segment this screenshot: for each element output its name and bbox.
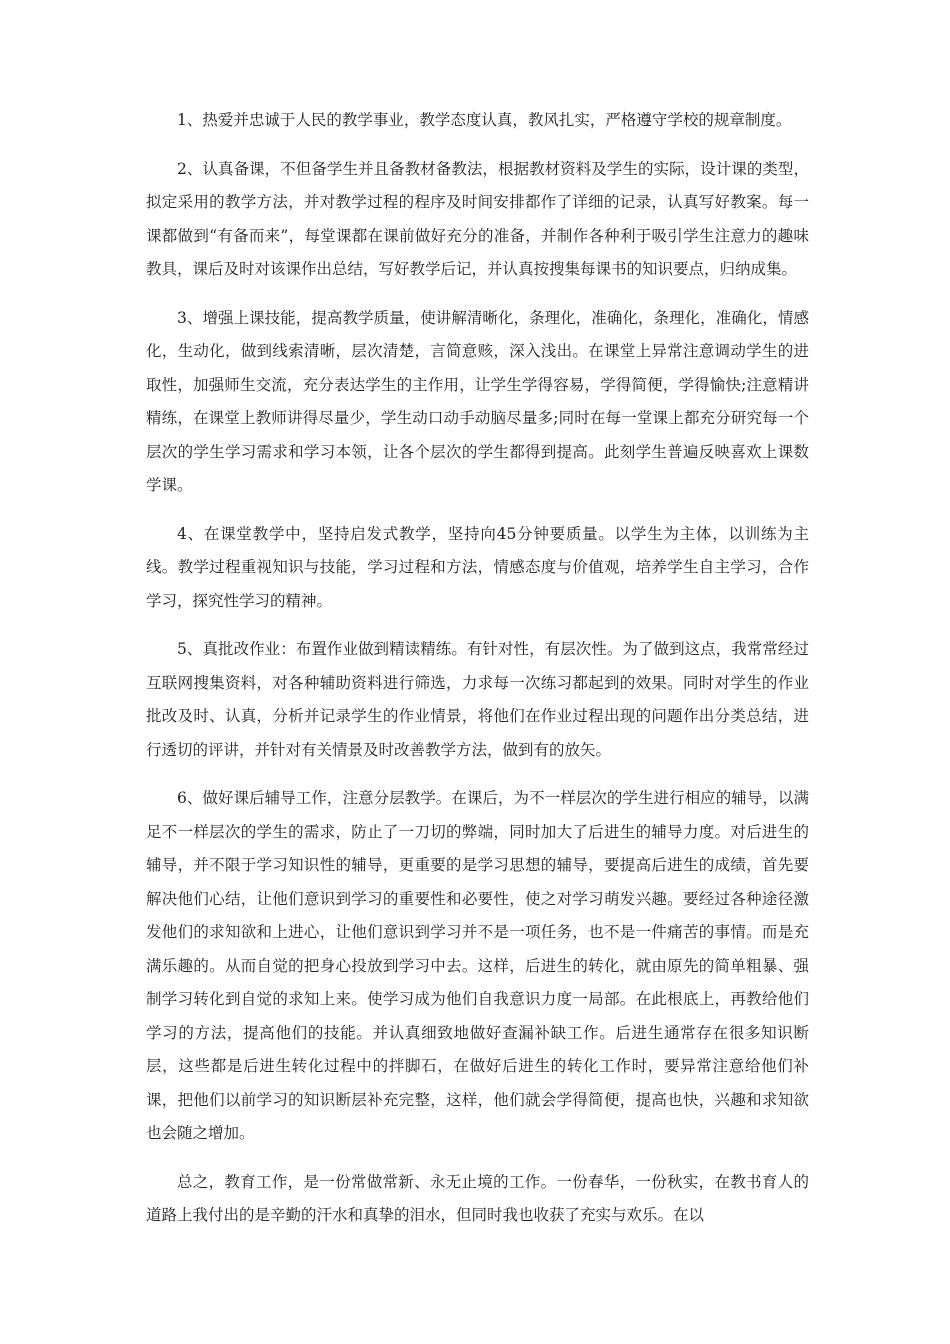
document-body	[146, 104, 809, 1248]
paragraph-1: 1、热爱并忠诚于人民的教学事业，教学态度认真，教风扎实，严格遵守学校的规章制度。	[177, 111, 792, 129]
paragraph-4: 4、在课堂教学中，坚持启发式教学，坚持向45分钟要质量。以学生为主体，以训练为主线。教学过程重视知识与技能，学习过程和方法，情感态度与价值观，培养学生自主学习，合作学习，探究性学习的精神。	[146, 524, 809, 610]
paragraph-5: 5、真批改作业：布置作业做到精读精练。有针对性，有层次性。为了做到这点，我常常经过互联网搜集资料，对各种辅助资料进行筛选，力求每一次练习都起到的效果。同时对学生的作业批改及时、认真，分析并记录学生的作业情景，将他们在作业过程出现的问题作出分类总结，进行透切的评讲，并针对有关情景及时改善教学方法，做到有的放矢。	[146, 640, 809, 759]
paragraph-conclusion: 总之，教育工作，是一份常做常新、永无止境的工作。一份春华，一份秋实，在教书育人的道路上我付出的是辛勤的汗水和真挚的泪水，但同时我也收获了充实与欢乐。在以	[146, 1172, 809, 1224]
paragraph-2: 2、认真备课，不但备学生并且备教材备教法，根据教材资料及学生的实际，设计课的类型，拟定采用的教学方法，并对教学过程的程序及时间安排都作了详细的记录，认真写好教案。每一课都做到“有备而来”，每堂课都在课前做好充分的准备，并制作各种利于吸引学生注意力的趣味教具，课后及时对该课作出总结，写好教学后记，并认真按搜集每课书的知识要点，归纳成集。	[146, 159, 809, 278]
paragraph-3: 3、增强上课技能，提高教学质量，使讲解清晰化，条理化，准确化，条理化，准确化，情感化，生动化，做到线索清晰，层次清楚，言简意赅，深入浅出。在课堂上异常注意调动学生的进取性，加强师生交流，充分表达学生的主作用，让学生学得容易，学得简便，学得愉快;注意精讲精练，在课堂上教师讲得尽量少，学生动口动手动脑尽量多;同时在每一堂课上都充分研究每一个层次的学生学习需求和学习本领，让各个层次的学生都得到提高。此刻学生普遍反映喜欢上课数学课。	[146, 308, 809, 494]
paragraph-6: 6、做好课后辅导工作，注意分层教学。在课后，为不一样层次的学生进行相应的辅导，以满足不一样层次的学生的需求，防止了一刀切的弊端，同时加大了后进生的辅导力度。对后进生的辅导，并不限于学习知识性的辅导，更重要的是学习思想的辅导，要提高后进生的成绩，首先要解决他们心结，让他们意识到学习的重要性和必要性，使之对学习萌发兴趣。要经过各种途径激发他们的求知欲和上进心，让他们意识到学习并不是一项任务，也不是一件痛苦的事情。而是充满乐趣的。从而自觉的把身心投放到学习中去。这样，后进生的转化，就由原先的简单粗暴、强制学习转化到自觉的求知上来。使学习成为他们自我意识力度一局部。在此根底上，再教给他们学习的方法，提高他们的技能。并认真细致地做好查漏补缺工作。后进生通常存在很多知识断层，这些都是后进生转化过程中的拌脚石，在做好后进生的转化工作时，要异常注意给他们补课，把他们以前学习的知识断层补充完整，这样，他们就会学得简便，提高也快，兴趣和求知欲也会随之增加。	[146, 789, 809, 1142]
